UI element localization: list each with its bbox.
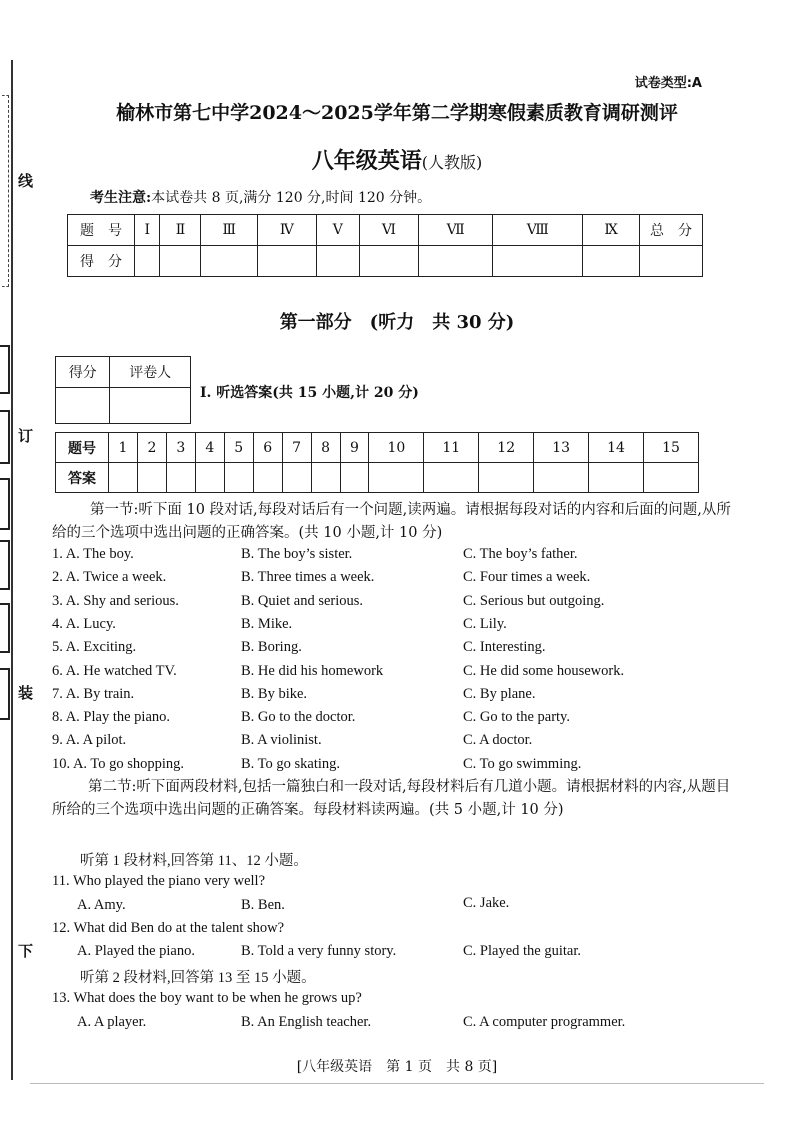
answer-number: 3 — [166, 433, 195, 463]
answer-cell[interactable] — [479, 463, 534, 493]
q12-option-b[interactable]: B. Told a very funny story. — [241, 943, 397, 959]
answer-number: 10 — [369, 433, 424, 463]
question-10-option-a[interactable]: 10. A. To go shopping. — [52, 756, 185, 772]
question-2-option-b[interactable]: B. Three times a week. — [241, 569, 375, 585]
part1-intro: 第一节:听下面 10 段对话,每段对话后有一个问题,读两遍。请根据每段对话的内容和后面的问题,从所给的三个选项中选出问题的正确答案。(共 10 小题,计 10 分) — [52, 502, 731, 541]
answer-table — [55, 432, 699, 493]
question-5-option-c[interactable]: C. Interesting. — [463, 639, 546, 655]
question-9-option-b[interactable]: B. A violinist. — [241, 732, 322, 748]
answer-number: 15 — [643, 433, 698, 463]
question-4-option-a[interactable]: 4. A. Lucy. — [52, 616, 116, 632]
score-cell[interactable] — [135, 246, 160, 277]
question-10-option-c[interactable]: C. To go swimming. — [463, 756, 582, 772]
score-header: Ⅰ — [135, 215, 160, 246]
q12-stem: 12. What did Ben do at the talent show? — [52, 920, 285, 936]
binding-box — [0, 345, 10, 394]
score-cell[interactable] — [201, 246, 258, 277]
score-header: Ⅲ — [201, 215, 258, 246]
score-row-label: 题 号 — [68, 215, 135, 246]
answer-number: 1 — [109, 433, 138, 463]
paper-type: 试卷类型:A — [634, 76, 702, 91]
question-8-option-a[interactable]: 8. A. Play the piano. — [52, 709, 171, 725]
score-header: Ⅱ — [160, 215, 201, 246]
binding-mark-bind: 装 — [18, 684, 34, 702]
exam-notice — [90, 187, 431, 207]
answer-cell[interactable] — [589, 463, 644, 493]
question-6-option-b[interactable]: B. He did his homework — [241, 663, 384, 679]
question-7-option-b[interactable]: B. By bike. — [241, 686, 308, 702]
score-row-label: 得 分 — [68, 246, 135, 277]
question-9-option-c[interactable]: C. A doctor. — [463, 732, 533, 748]
question-1-option-b[interactable]: B. The boy’s sister. — [241, 546, 353, 562]
answer-number: 11 — [424, 433, 479, 463]
answer-number: 4 — [195, 433, 224, 463]
section1-title: Ⅰ. 听选答案(共 15 小题,计 20 分) — [200, 385, 419, 401]
score-cell[interactable] — [316, 246, 359, 277]
binding-line — [11, 60, 13, 1080]
answer-number: 6 — [253, 433, 282, 463]
grader-score-label: 得分 — [56, 357, 110, 388]
question-4-option-b[interactable]: B. Mike. — [241, 616, 293, 632]
score-cell[interactable] — [493, 246, 583, 277]
binding-mark-order: 订 — [18, 427, 34, 445]
score-table — [67, 214, 703, 277]
score-header: Ⅳ — [258, 215, 317, 246]
question-10-option-b[interactable]: B. To go skating. — [241, 756, 341, 772]
binding-box — [0, 478, 10, 530]
question-6-option-a[interactable]: 6. A. He watched TV. — [52, 663, 177, 679]
grader-name-cell[interactable] — [110, 388, 191, 424]
notice-label: 考生注意: — [90, 190, 152, 206]
answer-cell[interactable] — [311, 463, 340, 493]
answer-cell[interactable] — [282, 463, 311, 493]
score-cell[interactable] — [360, 246, 419, 277]
binding-box — [0, 603, 10, 653]
answer-number: 14 — [589, 433, 644, 463]
part2-intro: 第二节:听下面两段材料,包括一篇独白和一段对话,每段材料后有几道小题。请根据材料的内容,从题目所给的三个选项中选出问题的正确答案。每段材料读两遍。(共 5 小题,计 10 分) — [52, 779, 731, 818]
q13-stem: 13. What does the boy want to be when he grows up? — [52, 990, 362, 1006]
score-cell[interactable] — [640, 246, 703, 277]
listen1-instruction: 听第 1 段材料,回答第 11、12 小题。 — [80, 853, 308, 869]
subject-name: 八年级英语 — [311, 148, 422, 174]
answer-cell[interactable] — [109, 463, 138, 493]
question-3-option-b[interactable]: B. Quiet and serious. — [241, 593, 364, 609]
binding-box — [0, 668, 10, 720]
listen2-instruction: 听第 2 段材料,回答第 13 至 15 小题。 — [80, 970, 316, 986]
score-cell[interactable] — [418, 246, 492, 277]
question-3-option-a[interactable]: 3. A. Shy and serious. — [52, 593, 179, 609]
question-8-option-b[interactable]: B. Go to the doctor. — [241, 709, 356, 725]
answer-cell[interactable] — [643, 463, 698, 493]
question-3-option-c[interactable]: C. Serious but outgoing. — [463, 593, 605, 609]
question-5-option-b[interactable]: B. Boring. — [241, 639, 302, 655]
answer-cell[interactable] — [137, 463, 166, 493]
grader-score-cell[interactable] — [56, 388, 110, 424]
question-9-option-a[interactable]: 9. A. A pilot. — [52, 732, 127, 748]
score-cell[interactable] — [583, 246, 640, 277]
grader-label: 评卷人 — [110, 357, 191, 388]
answer-number: 8 — [311, 433, 340, 463]
q11-stem: 11. Who played the piano very well? — [52, 873, 266, 889]
question-7-option-c[interactable]: C. By plane. — [463, 686, 536, 702]
q12-option-c[interactable]: C. Played the guitar. — [463, 943, 581, 959]
score-header: Ⅶ — [418, 215, 492, 246]
answer-number: 7 — [282, 433, 311, 463]
answer-cell[interactable] — [224, 463, 253, 493]
footer-divider — [30, 1083, 764, 1084]
part1-title: 第一部分 (听力 共 30 分) — [279, 312, 515, 333]
question-5-option-a[interactable]: 5. A. Exciting. — [52, 639, 137, 655]
score-header: Ⅸ — [583, 215, 640, 246]
answer-number: 5 — [224, 433, 253, 463]
notice-text: 本试卷共 8 页,满分 120 分,时间 120 分钟。 — [151, 190, 432, 206]
score-cell[interactable] — [160, 246, 201, 277]
answer-number: 9 — [340, 433, 369, 463]
answer-cell[interactable] — [166, 463, 195, 493]
answer-cell[interactable] — [369, 463, 424, 493]
q11-option-c[interactable]: C. Jake. — [463, 895, 510, 911]
binding-mark-down: 下 — [18, 942, 34, 960]
binding-box — [0, 540, 10, 590]
question-2-option-a[interactable]: 2. A. Twice a week. — [52, 569, 167, 585]
question-4-option-c[interactable]: C. Lily. — [463, 616, 507, 632]
score-cell[interactable] — [258, 246, 317, 277]
q13-option-a[interactable]: A. A player. — [77, 1014, 147, 1030]
answer-number: 12 — [479, 433, 534, 463]
answer-cell[interactable] — [534, 463, 589, 493]
binding-box — [0, 410, 10, 464]
school-title: 榆林市第七中学2024～2025学年第二学期寒假素质教育调研测评 — [116, 102, 678, 124]
question-1-option-a[interactable]: 1. A. The boy. — [52, 546, 134, 562]
question-1-option-c[interactable]: C. The boy’s father. — [463, 546, 578, 562]
question-2-option-c[interactable]: C. Four times a week. — [463, 569, 591, 585]
q13-option-c[interactable]: C. A computer programmer. — [463, 1014, 626, 1030]
subject-title — [0, 144, 794, 175]
q13-option-b[interactable]: B. An English teacher. — [241, 1014, 372, 1030]
question-8-option-c[interactable]: C. Go to the party. — [463, 709, 570, 725]
answer-cell[interactable] — [253, 463, 282, 493]
page-footer: [八年级英语 第 1 页 共 8 页] — [296, 1059, 498, 1075]
q11-option-b[interactable]: B. Ben. — [241, 897, 285, 913]
score-header: Ⅷ — [493, 215, 583, 246]
question-7-option-a[interactable]: 7. A. By train. — [52, 686, 135, 702]
grader-box — [55, 356, 191, 424]
answer-cell[interactable] — [340, 463, 369, 493]
score-total-header: 总 分 — [640, 215, 703, 246]
score-header: Ⅴ — [316, 215, 359, 246]
binding-mark-line: 线 — [18, 172, 34, 190]
edition: (人教版) — [421, 153, 483, 172]
score-header: Ⅵ — [360, 215, 419, 246]
q12-option-a[interactable]: A. Played the piano. — [77, 943, 195, 959]
answer-cell[interactable] — [195, 463, 224, 493]
answer-cell[interactable] — [424, 463, 479, 493]
answer-a-label: 答案 — [56, 463, 109, 493]
question-6-option-c[interactable]: C. He did some housework. — [463, 663, 625, 679]
q11-option-a[interactable]: A. Amy. — [77, 897, 126, 913]
answer-q-label: 题号 — [56, 433, 109, 463]
answer-number: 13 — [534, 433, 589, 463]
answer-number: 2 — [137, 433, 166, 463]
